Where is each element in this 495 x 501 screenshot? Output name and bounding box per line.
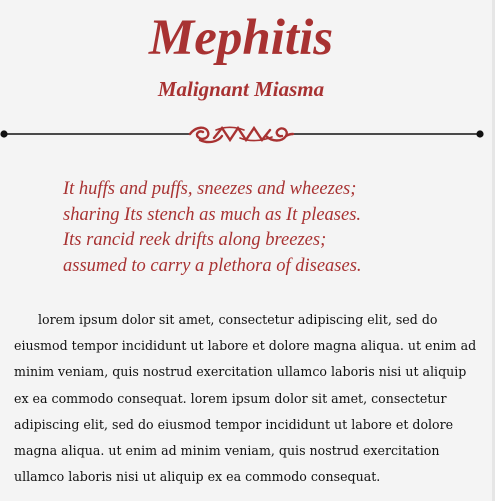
body-line: lorem ipsum dolor sit amet, consectetur adipiscing elit, sed do (38, 312, 438, 327)
page-subtitle: Malignant Miasma (157, 77, 325, 101)
divider-line-left (0, 130, 190, 137)
verse-line: assumed to carry a plethora of diseases. (63, 255, 362, 276)
page-title: Mephitis (148, 10, 334, 66)
body-paragraph (14, 307, 484, 490)
body-line: ullamco laboris nisi ut aliquip ex ea commodo consequat. (14, 469, 381, 485)
verse-stanza (63, 177, 483, 279)
divider-line-right (293, 130, 484, 137)
ornamental-divider (0, 116, 495, 152)
body-line: magna aliqua. ut enim ad minim veniam, quis nostrud exercitation (14, 443, 440, 459)
verse-line: Its rancid reek drifts along breezes; (63, 230, 327, 250)
body-line: adipiscing elit, sed do eiusmod tempor incididunt ut labore et dolore (14, 416, 454, 432)
body-line: ex ea commodo consequat. lorem ipsum dolor sit amet, consectetur (14, 390, 447, 406)
body-line: eiusmod tempor incididunt ut labore et dolore magna aliqua. ut enim ad (14, 338, 477, 354)
body-line: minim veniam, quis nostrud exercitation ullamco laboris nisi ut aliquip (14, 364, 467, 380)
verse-line: It huffs and puffs, sneezes and wheezes; (63, 179, 357, 199)
verse-line: sharing Its stench as much as It pleases. (63, 204, 362, 225)
scroll-flourish-icon (190, 127, 293, 142)
